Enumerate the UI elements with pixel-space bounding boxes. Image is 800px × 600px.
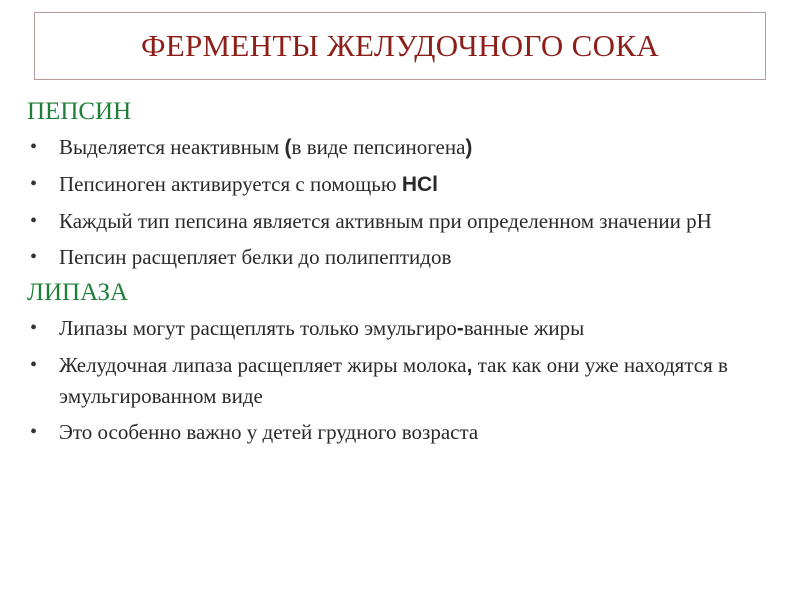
list-item (27, 313, 787, 344)
comma: , (466, 354, 473, 377)
bullet-icon: • (30, 136, 38, 158)
list-item-text: Это особенно важно у детей грудного возраста (59, 420, 479, 444)
list-item (27, 206, 787, 236)
bullet-icon: • (30, 421, 38, 443)
paren-close: ) (465, 136, 473, 159)
pepsin-heading: ПЕПСИН (27, 98, 132, 125)
lipase-heading: ЛИПАЗА (27, 279, 129, 306)
list-item (27, 242, 787, 272)
list-item-text: так как они уже находятся в эмульгированном виде (59, 353, 728, 408)
list-item-text: ванные жиры (463, 316, 585, 340)
list-item-text: Выделяется неактивным (59, 135, 285, 159)
title-box (34, 12, 766, 80)
bullet-icon: • (30, 246, 38, 268)
lipase-list (27, 313, 787, 447)
paren-open: ( (284, 136, 292, 159)
chemical-formula: HCl (401, 173, 438, 196)
bullet-icon: • (30, 210, 38, 232)
list-item-text: Пепсин расщепляет белки до полипептидов (59, 245, 452, 269)
bullet-icon: • (30, 354, 38, 376)
list-item (27, 169, 787, 200)
list-item-text: Липазы могут расщеплять только эмульгиро (59, 316, 457, 340)
hyphen: - (456, 317, 464, 340)
slide-content (27, 97, 787, 453)
pepsin-list (27, 132, 787, 272)
bullet-icon: • (30, 317, 38, 339)
list-item (27, 350, 787, 411)
list-item (27, 132, 787, 163)
list-item-text: в виде пепсиногена (291, 135, 466, 159)
list-item-text: Пепсиноген активируется с помощью (59, 172, 402, 196)
list-item-text: Каждый тип пепсина является активным при определенном значении рН (59, 209, 712, 233)
list-item-text: Желудочная липаза расщепляет жиры молока (59, 353, 467, 377)
slide-title: ФЕРМЕНТЫ ЖЕЛУДОЧНОГО СОКА (140, 28, 660, 63)
bullet-icon: • (30, 173, 38, 195)
list-item (27, 417, 787, 447)
